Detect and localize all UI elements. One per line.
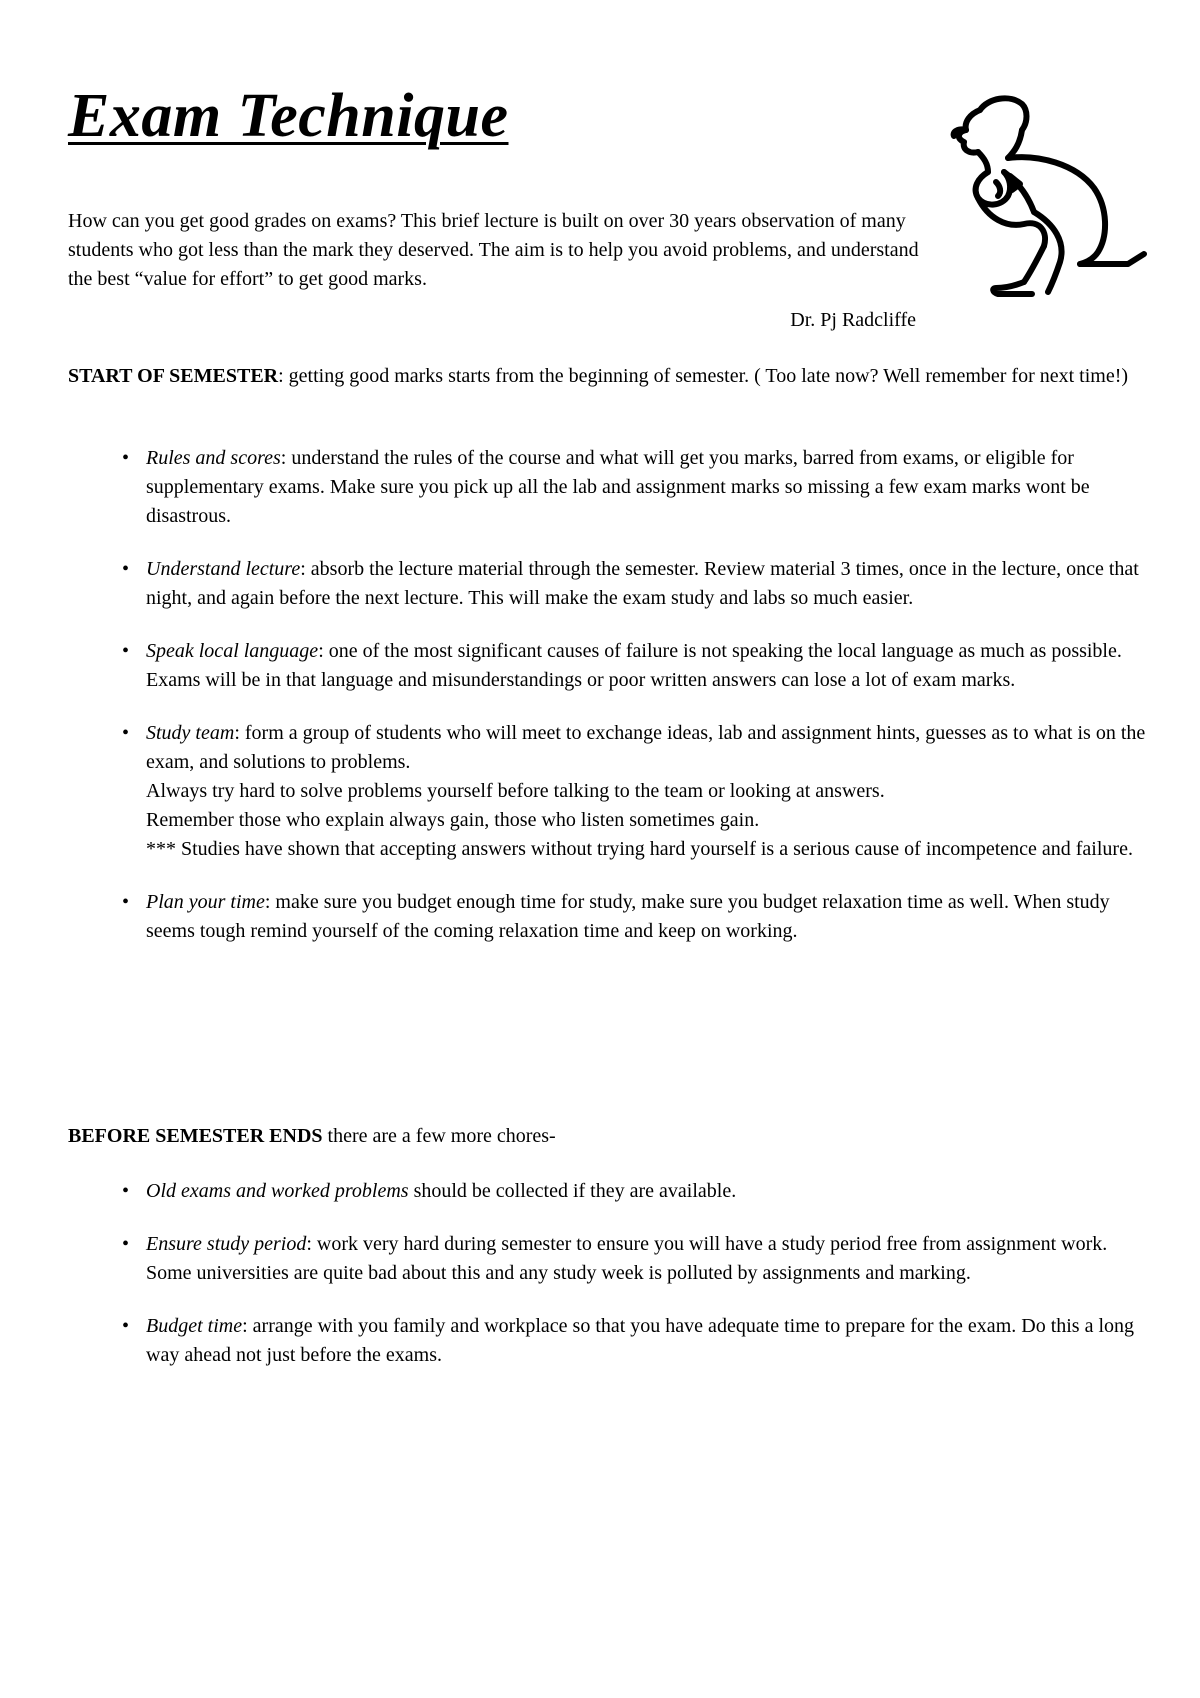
- item-text: Remember those who explain always gain, those who listen sometimes gain.: [146, 809, 760, 831]
- bullet-icon: •: [122, 558, 130, 580]
- intro-paragraph: How can you get good grades on exams? This brief lecture is built on over 30 years observation of many students who got less than the mark they deserved. The aim is to help you avoid problems, and understand the best “value for effort” to get good marks.: [68, 210, 919, 290]
- end-semester-heading: BEFORE SEMESTER ENDS: [68, 1125, 323, 1147]
- item-term: Old exams and worked problems: [146, 1180, 409, 1202]
- end-semester-text: there are a few more chores-: [322, 1125, 556, 1147]
- item-text: should be collected if they are available.: [408, 1180, 737, 1202]
- start-semester-text: : getting good marks starts from the beginning of semester. ( Too late now? Well remember for next time!): [278, 365, 1129, 387]
- item-term: Understand lecture: [146, 558, 301, 580]
- item-text: : one of the most significant causes of failure is not speaking the local language as much as possible. Exams will be in that language and misunderstandings or poor written answers can lose a lot of exam marks.: [146, 640, 1122, 691]
- thinking-man-icon: [948, 92, 1153, 302]
- start-semester-paragraph: [68, 362, 1150, 391]
- list-item: [68, 888, 1150, 946]
- bullet-icon: •: [122, 722, 130, 744]
- start-semester-list: [68, 444, 1150, 946]
- item-term: Speak local language: [146, 640, 319, 662]
- item-term: Plan your time: [146, 891, 265, 913]
- item-term: Rules and scores: [146, 447, 281, 469]
- end-semester-list: [68, 1177, 1150, 1370]
- list-item: [68, 719, 1150, 864]
- item-text: : arrange with you family and workplace so that you have adequate time to prepare for the exam. Do this a long way ahead not just before the exams.: [146, 1315, 1135, 1366]
- author-name: Dr. Pj Radcliffe: [790, 309, 916, 331]
- bullet-icon: •: [122, 640, 130, 662]
- item-term: Budget time: [146, 1315, 243, 1337]
- bullet-icon: •: [122, 1180, 130, 1202]
- end-semester-paragraph: [68, 1122, 1150, 1151]
- item-term: Ensure study period: [146, 1233, 307, 1255]
- item-text: : work very hard during semester to ensure you will have a study period free from assignment work. Some universities are quite bad about this and any study week is polluted by assignments and marking.: [146, 1233, 1108, 1284]
- list-item: [68, 555, 1150, 613]
- item-text: : make sure you budget enough time for study, make sure you budget relaxation time as well. When study seems tough remind yourself of the coming relaxation time and keep on working.: [146, 891, 1110, 942]
- bullet-icon: •: [122, 447, 130, 469]
- item-term: Study team: [146, 722, 235, 744]
- bullet-icon: •: [122, 1233, 130, 1255]
- list-item: [68, 1312, 1150, 1370]
- document-page: [68, 0, 1148, 1698]
- page-title: Exam Technique: [68, 82, 509, 150]
- item-text: Always try hard to solve problems yourself before talking to the team or looking at answers.: [146, 780, 885, 802]
- bullet-icon: •: [122, 891, 130, 913]
- list-item: [68, 1230, 1150, 1288]
- item-text: : understand the rules of the course and what will get you marks, barred from exams, or eligible for supplementary exams. Make sure you pick up all the lab and assignment marks so missing a few exam marks wont be disastrous.: [146, 447, 1090, 527]
- item-text: : absorb the lecture material through the semester. Review material 3 times, once in the lecture, once that night, and again before the next lecture. This will make the exam study and labs so much easier.: [146, 558, 1139, 609]
- list-item: [68, 444, 1150, 531]
- list-item: [68, 637, 1150, 695]
- start-semester-heading: START OF SEMESTER: [68, 365, 279, 387]
- item-text: *** Studies have shown that accepting answers without trying hard yourself is a serious cause of incompetence and failure.: [146, 838, 1133, 860]
- bullet-icon: •: [122, 1315, 130, 1337]
- item-text: : form a group of students who will meet to exchange ideas, lab and assignment hints, guesses as to what is on the exam, and solutions to problems.: [146, 722, 1146, 773]
- list-item: [68, 1177, 1150, 1206]
